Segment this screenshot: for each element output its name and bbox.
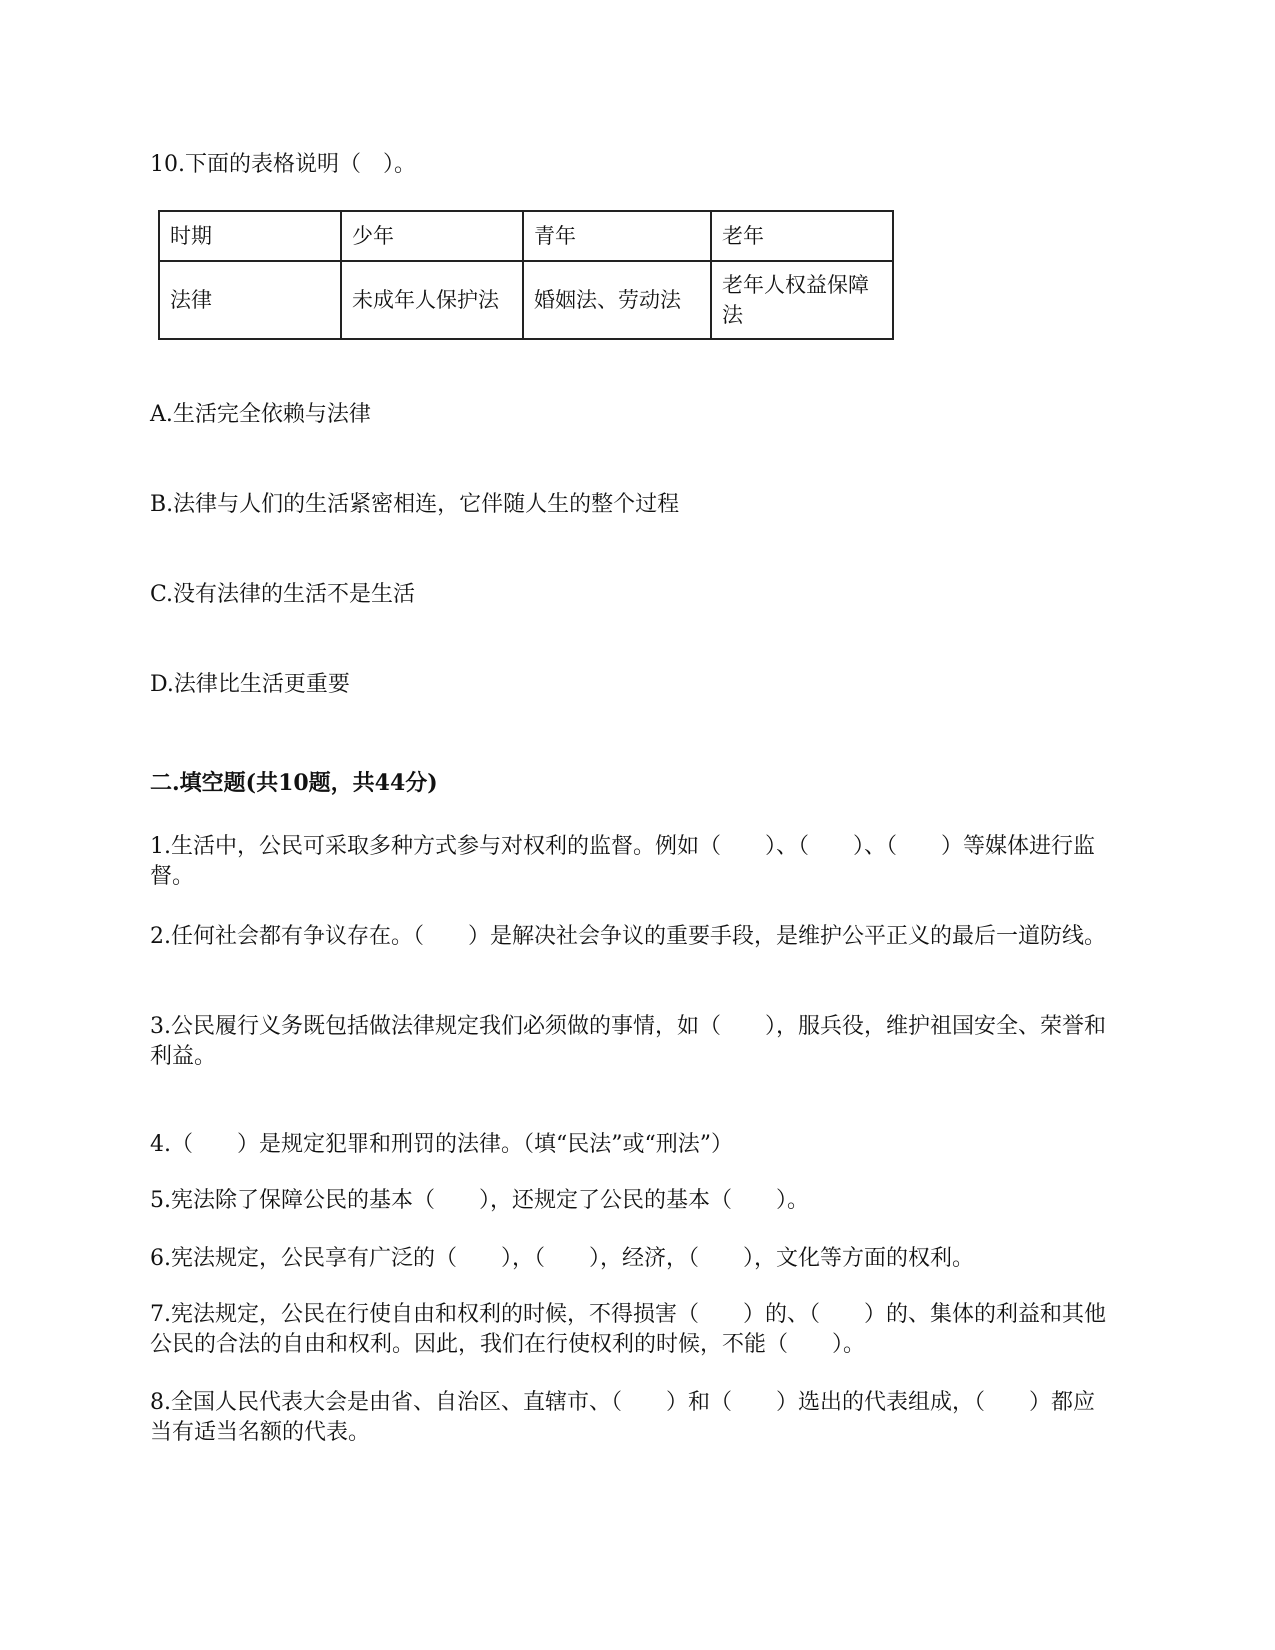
- fill-item-6: 6.宪法规定，公民享有广泛的（ ），（ ），经济，（ ），文化等方面的权利。: [150, 1246, 974, 1271]
- fill-item-7: 7.宪法规定，公民在行使自由和权利的时候，不得损害（ ）的、（ ）的、集体的利益和其他公民的合法的自由和权利。因此，我们在行使权利的时候，不能（ ）。: [150, 1302, 1106, 1357]
- fill-item-3: 3.公民履行义务既包括做法律规定我们必须做的事情，如（ ），服兵役，维护祖国安全、荣誉和利益。: [150, 1014, 1106, 1069]
- question-10-stem: 10.下面的表格说明（ ）。: [150, 152, 416, 177]
- table-cell: 青年: [523, 211, 711, 261]
- table-cell: 老年: [711, 211, 893, 261]
- fill-item-1: 1.生活中，公民可采取多种方式参与对权利的监督。例如（ ）、（ ）、（ ）等媒体进行监督。: [150, 834, 1095, 889]
- section-title: 二.填空题(共10题，共44分): [150, 770, 438, 796]
- table-cell: 老年人权益保障法: [711, 261, 893, 339]
- fill-item-8: 8.全国人民代表大会是由省、自治区、直辖市、（ ）和（ ）选出的代表组成，（ ）都应当有适当名额的代表。: [150, 1390, 1095, 1445]
- fill-item-4: 4.（ ）是规定犯罪和刑罚的法律。（填“民法”或“刑法”）: [150, 1132, 733, 1157]
- table-cell: 婚姻法、劳动法: [523, 261, 711, 339]
- table-cell: 少年: [341, 211, 523, 261]
- table-row: [159, 211, 893, 261]
- law-period-table: [158, 210, 894, 340]
- table-cell: 时期: [159, 211, 341, 261]
- table-row: [159, 261, 893, 339]
- option-c: C.没有法律的生活不是生活: [150, 582, 416, 607]
- fill-item-5: 5.宪法除了保障公民的基本（ ），还规定了公民的基本（ ）。: [150, 1188, 809, 1213]
- fill-item-2: 2.任何社会都有争议存在。（ ）是解决社会争议的重要手段，是维护公平正义的最后一道防线。: [150, 924, 1106, 949]
- option-b: B.法律与人们的生活紧密相连，它伴随人生的整个过程: [150, 492, 680, 517]
- table-cell: 法律: [159, 261, 341, 339]
- option-a: A.生活完全依赖与法律: [150, 402, 371, 427]
- option-d: D.法律比生活更重要: [150, 672, 350, 697]
- table-cell: 未成年人保护法: [341, 261, 523, 339]
